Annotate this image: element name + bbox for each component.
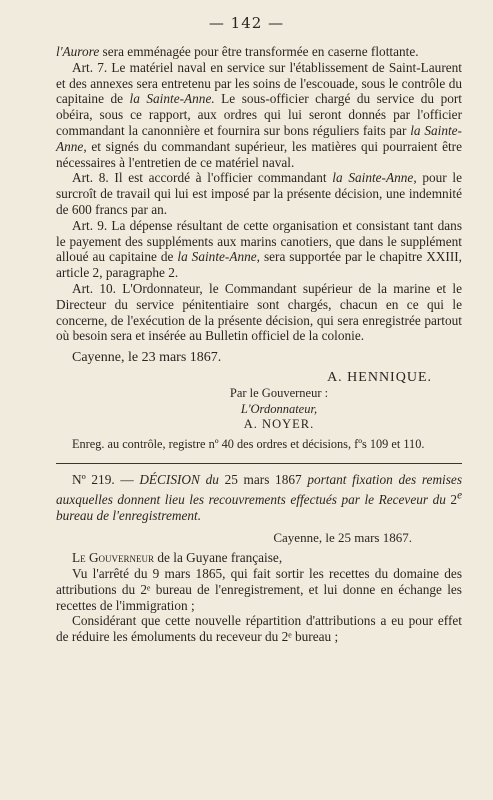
signoff-date: Cayenne, le 23 mars 1867. bbox=[72, 350, 222, 366]
governor-title: Le Gouverneur bbox=[72, 550, 155, 566]
signature-name-2: A. NOYER. bbox=[243, 417, 315, 432]
text-run: Le sous-officier chargé du service du port obéira, sous ce rapport, aux ordres qui lui seront donnés par l'officier commandant la canonnière et fournira sur bons réguliers faits par bbox=[56, 91, 462, 138]
governor-rest: de la Guyane française, bbox=[154, 550, 283, 566]
article-8 bbox=[56, 170, 462, 217]
italic-run: la Sainte-Anne bbox=[56, 122, 462, 154]
article-10 bbox=[56, 281, 462, 344]
governor-line bbox=[56, 550, 462, 566]
text-run: Art. 8. Il est accordé à l'officier commandant bbox=[72, 170, 333, 186]
title-run: 25 mars 1867 bbox=[224, 471, 302, 487]
text-run: Art. 7. Le matériel naval en service sur l'établissement de Saint-Laurent et des annexes sera entretenu par les soins de l'escouade, sous le contrôle du capitaine de bbox=[56, 59, 462, 107]
document-body bbox=[56, 44, 462, 645]
title-run: bureau de l'enregistrement. bbox=[56, 508, 202, 524]
vu-clause: Vu l'arrêté du 9 mars 1865, qui fait sortir les recettes du domaine des attributions du 2ᵉ bureau de l'enregistrement, et lui donne en échange les recettes de l'immigration ; bbox=[56, 565, 462, 613]
title-run: e bbox=[457, 489, 462, 502]
text-run: , sera supportée par le chapitre XXIII, article 2, paragraphe 2. bbox=[56, 249, 463, 281]
article-7 bbox=[56, 60, 462, 171]
text-run: sera emménagée pour être transformée en caserne flottante. bbox=[99, 44, 419, 59]
title-run: 2 bbox=[450, 492, 458, 508]
decision-place-date: Cayenne, le 25 mars 1867. bbox=[273, 530, 412, 546]
decision-number: Nº 219. — bbox=[72, 471, 140, 487]
text-run: , pour le surcroît de travail qui lui est imposé par la présente décision, une indemnité de 600 francs par an. bbox=[56, 170, 462, 217]
signature-name: A. HENNIQUE. bbox=[327, 369, 432, 385]
text-run: Art. 9. La dépense résultant de cette organisation et consistant tant dans le payement des suppléments aux marins canotiers, que dans le supplément alloué au capitaine de bbox=[56, 217, 462, 265]
text-run: , et signés du commandant supérieur, les matières qui pourraient être nécessaires à l'entretien de ce matériel naval. bbox=[56, 138, 462, 170]
registration-note: Enreg. au contrôle, registre nº 40 des ordres et décisions, fºs 109 et 110. bbox=[72, 437, 425, 452]
page-number: — 142 — bbox=[208, 14, 285, 32]
considerant-clause: Considérant que cette nouvelle répartition d'attributions a eu pour effet de réduire les émoluments du receveur du 2ᵉ bureau ; bbox=[56, 613, 462, 645]
title-run: du bbox=[199, 471, 225, 487]
title-run: DÉCISION bbox=[139, 471, 200, 487]
article-9 bbox=[56, 218, 462, 281]
text-run: Art. 10. L'Ordonnateur, le Commandant supérieur de la marine et le Directeur du service pénitentiaire sont chargés, chacun en ce qui le concerne, de l'exécution de la présente décision, qui sera enregistrée partout où besoin sera et insérée au Bulletin officiel de la colonie. bbox=[56, 280, 462, 344]
italic-run: l'Aurore bbox=[56, 44, 100, 59]
paragraph-continuation bbox=[56, 44, 462, 60]
section-divider bbox=[56, 463, 462, 464]
italic-run: la Sainte-Anne. bbox=[129, 91, 215, 107]
signature-by: Par le Gouverneur : bbox=[229, 385, 329, 400]
signature-role: L'Ordonnateur, bbox=[240, 401, 318, 416]
decision-heading bbox=[56, 472, 462, 524]
title-run: portant fixation des remises auxquelles donnent lieu les recouvrements effectués par le Receveur du bbox=[56, 471, 462, 508]
italic-run: la Sainte-Anne bbox=[332, 170, 414, 186]
italic-run: la Sainte-Anne bbox=[177, 249, 257, 265]
